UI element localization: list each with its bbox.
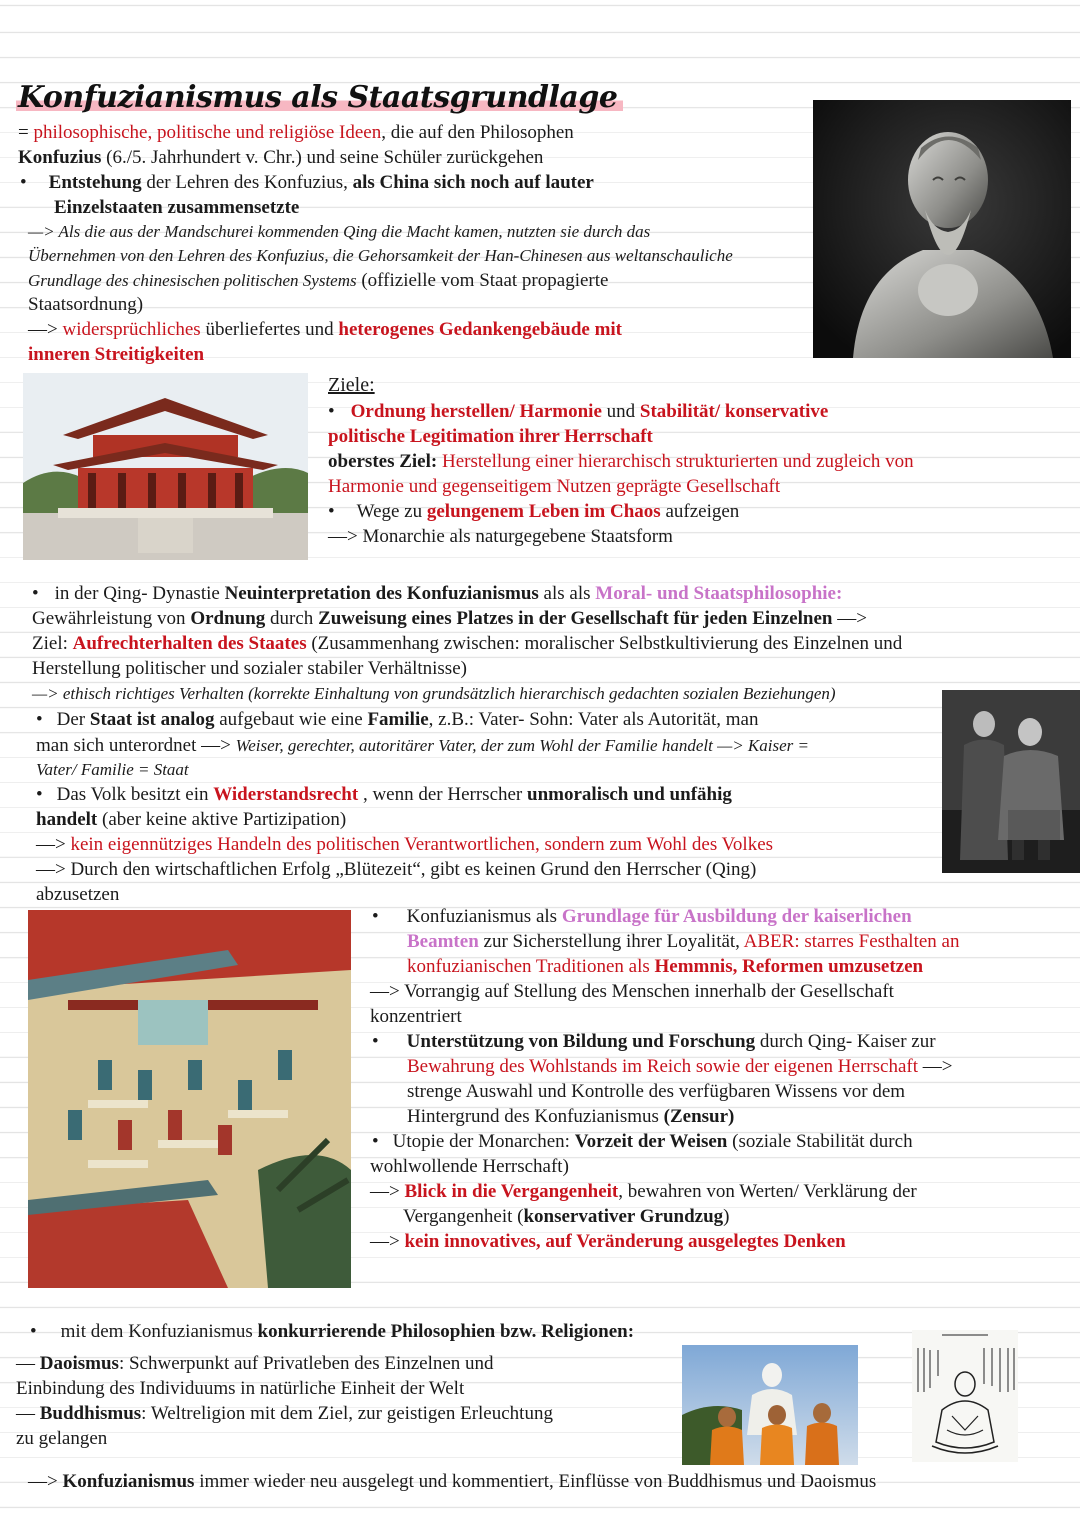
beamte-line-12: —> Blick in die Vergangenheit, bewahren von Werten/ Verklärung der [370,1181,917,1202]
ziele-line-4: Harmonie und gegenseitigem Nutzen geprägte Gesellschaft [328,476,781,497]
ziele-line-3: oberstes Ziel: Herstellung einer hierarchisch strukturierten und zugleich von [328,451,914,472]
qing-line-11: —> kein eigennütziges Handeln des politischen Verantwortlichen, sondern zum Wohl des Volkes [36,834,774,855]
intro-line-3: • Entstehung der Lehren des Konfuzius, als China sich noch auf lauter [20,172,594,193]
beamte-line-10: • Utopie der Monarchen: Vorzeit der Weisen (soziale Stabilität durch [372,1131,913,1152]
beamte-line-1: • Konfuzianismus als Grundlage für Ausbildung der kaiserlichen [372,906,912,927]
religion-line-1: • mit dem Konfuzianismus konkurrierende Philosophien bzw. Religionen: [30,1321,635,1342]
intro-line-6: Übernehmen von den Lehren des Konfuzius, die Gehorsamkeit der Han-Chinesen aus weltanschauliche [28,246,733,265]
beamte-line-9: Hintergrund des Konfuzianismus (Zensur) [407,1106,735,1127]
religion-line-6: —> Konfuzianismus immer wieder neu ausgelegt und kommentiert, Einflüsse von Buddhismus und Daoismus [28,1471,877,1492]
intro-line-1: = philosophische, politische und religiöse Ideen, die auf den Philosophen [18,122,574,143]
temple-image [23,373,308,560]
qing-line-12: —> Durch den wirtschaftlichen Erfolg „Blütezeit“, gibt es keinen Grund den Herrscher (Qing) [36,859,757,880]
qing-line-2: Gewährleistung von Ordnung durch Zuweisung eines Platzes in der Gesellschaft für jeden Einzelnen —> [32,608,867,629]
confucius-statue-image [813,100,1071,358]
court-painting-image [28,910,351,1288]
qing-line-3: Ziel: Aufrechterhalten des Staates (Zusammenhang zwischen: moralischer Selbstkultivierung des Einzelnen und [32,633,903,654]
religion-line-3: Einbindung des Individuums in natürliche Einheit der Welt [16,1378,465,1399]
page-title: Konfuzianismus als Staatsgrundlage [16,80,623,115]
qing-line-1: • in der Qing- Dynastie Neuinterpretation des Konfuzianismus als als Moral- und Staatsphilosophie: [32,583,843,604]
ziele-line-6: —> Monarchie als naturgegebene Staatsform [328,526,673,547]
beamte-line-7: Bewahrung des Wohlstands im Reich sowie der eigenen Herrschaft —> [407,1056,953,1077]
religion-line-2: — Daoismus: Schwerpunkt auf Privatleben des Einzelnen und [16,1353,494,1374]
qing-line-6: • Der Staat ist analog aufgebaut wie eine Familie, z.B.: Vater- Sohn: Vater als Autorität, man [36,709,759,730]
intro-line-4: Einzelstaaten zusammensetzte [54,197,300,218]
religion-line-5: zu gelangen [16,1428,108,1449]
ziele-heading: Ziele: [328,374,375,396]
qing-line-5: —> ethisch richtiges Verhalten (korrekte Einhaltung von grundsätzlich hierarchisch gedachten sozialen Beziehungen) [32,684,836,703]
ziele-line-1: • Ordnung herstellen/ Harmonie und Stabilität/ konservative [328,401,829,422]
beamte-line-11: wohlwollende Herrschaft) [370,1156,569,1177]
intro-line-8: Staatsordnung) [28,294,144,315]
beamte-line-14: —> kein innovatives, auf Veränderung ausgelegtes Denken [370,1231,846,1252]
beamte-line-6: • Unterstützung von Bildung und Forschung durch Qing- Kaiser zur [372,1031,936,1052]
beamte-line-13: Vergangenheit (konservativer Grundzug) [403,1206,730,1227]
qing-line-7: man sich unterordnet —> Weiser, gerechter, autoritärer Vater, der zum Wohl der Familie handelt —> Kaiser = [36,735,809,756]
beamte-line-8: strenge Auswahl und Kontrolle des verfügbaren Wissens vor dem [407,1081,906,1102]
qing-portrait-image [942,690,1080,873]
beamte-line-2: Beamten zur Sicherstellung ihrer Loyalität, ABER: starres Festhalten an [407,931,960,952]
intro-line-5: —> Als die aus der Mandschurei kommenden Qing die Macht kamen, nutzten sie durch das [28,222,651,241]
intro-line-9: —> widersprüchliches überliefertes und heterogenes Gedankengebäude mit [28,319,622,340]
qing-line-13: abzusetzen [36,884,120,905]
beamte-line-4: —> Vorrangig auf Stellung des Menschen innerhalb der Gesellschaft [370,981,894,1002]
ziele-line-2: politische Legitimation ihrer Herrschaft [328,426,653,447]
beamte-line-5: konzentriert [370,1006,462,1027]
qing-line-10: handelt (aber keine aktive Partizipation) [36,809,347,830]
intro-line-7: Grundlage des chinesischen politischen Systems (offizielle vom Staat propagierte [28,270,609,291]
ziele-line-5: • Wege zu gelungenem Leben im Chaos aufzeigen [328,501,740,522]
qing-line-4: Herstellung politischer und sozialer stabiler Verhältnisse) [32,658,467,679]
qing-line-9: • Das Volk besitzt ein Widerstandsrecht , wenn der Herrscher unmoralisch und unfähig [36,784,732,805]
monks-image [682,1345,858,1465]
woodcut-image [912,1330,1018,1462]
religion-line-4: — Buddhismus: Weltreligion mit dem Ziel, zur geistigen Erleuchtung [16,1403,553,1424]
intro-line-2: Konfuzius (6./5. Jahrhundert v. Chr.) und seine Schüler zurückgehen [18,147,544,168]
beamte-line-3: konfuzianischen Traditionen als Hemmnis, Reformen umzusetzen [407,956,924,977]
qing-line-8: Vater/ Familie = Staat [36,760,189,779]
intro-line-10: inneren Streitigkeiten [28,344,205,365]
